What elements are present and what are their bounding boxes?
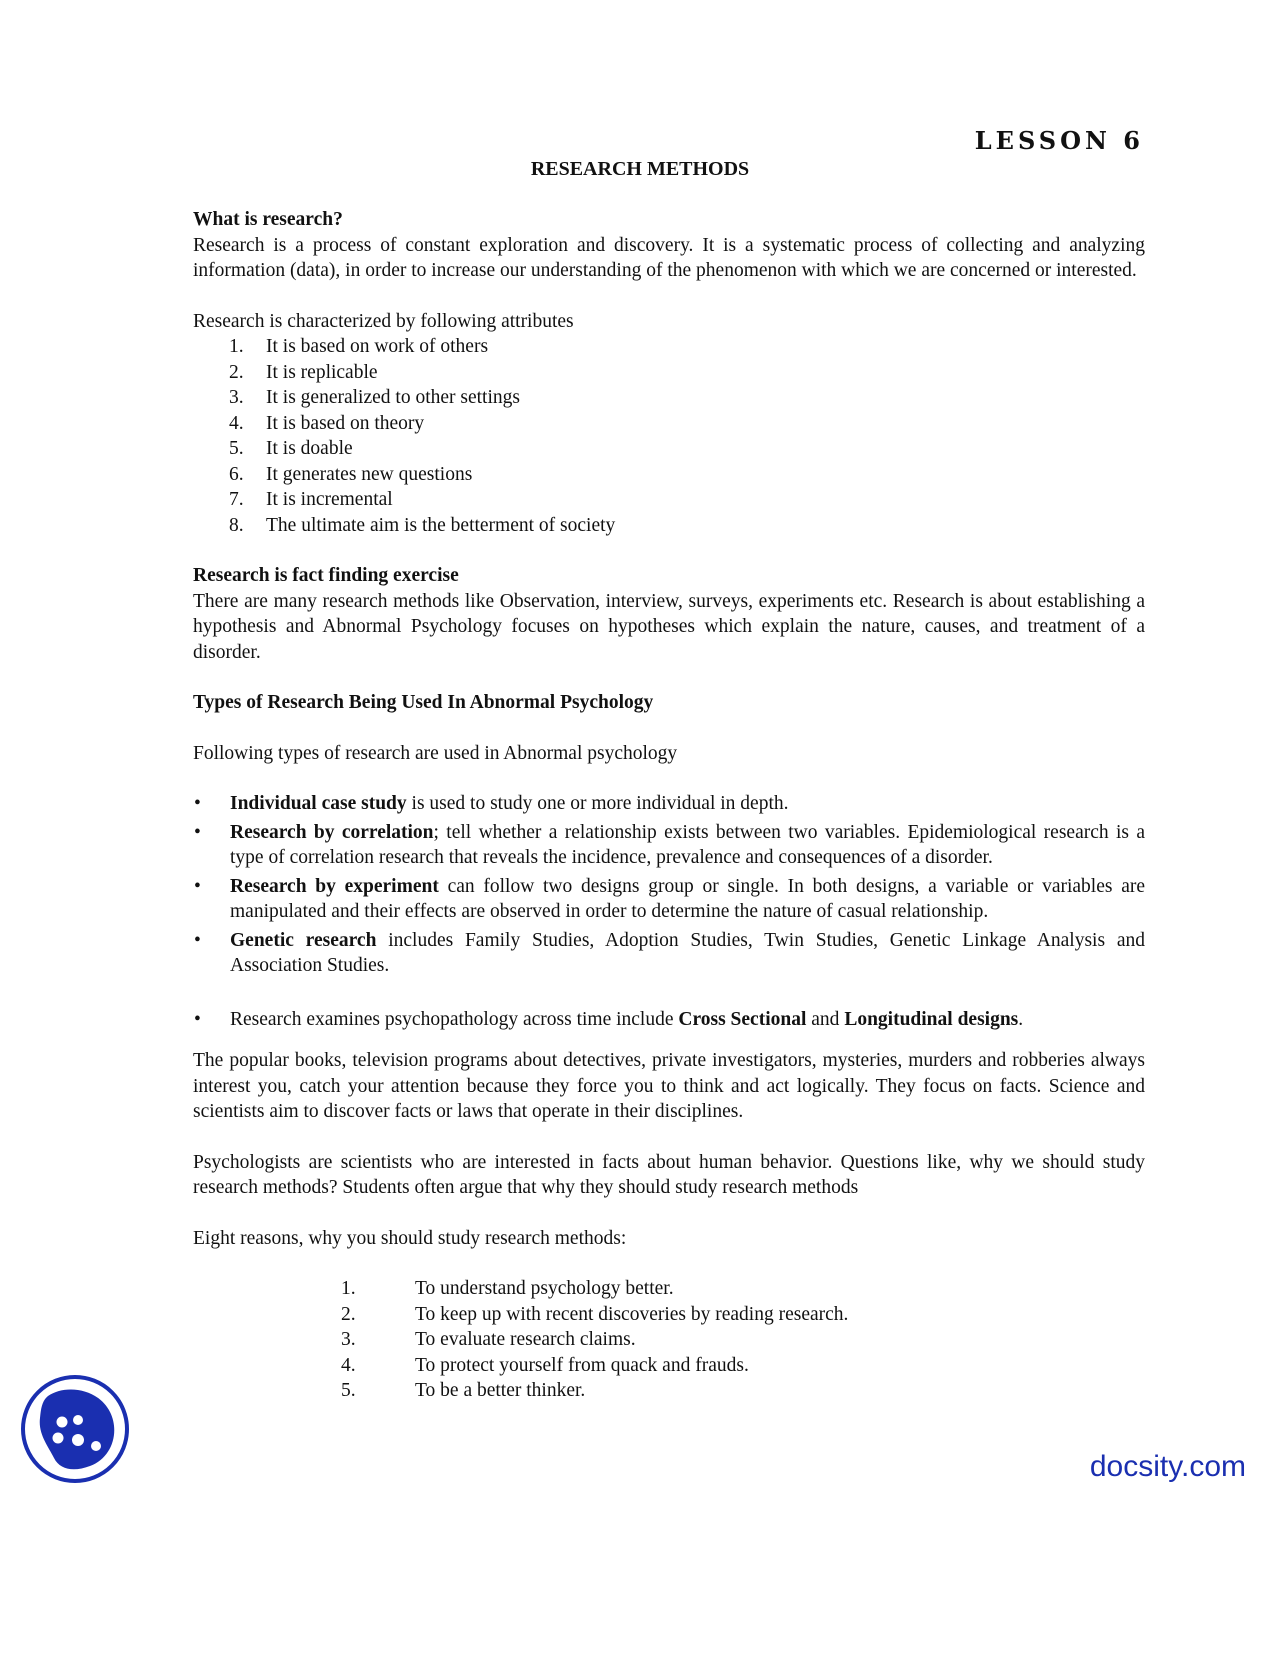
bullet-icon: • [194,793,201,814]
detectives-paragraph: The popular books, television programs about detectives, private investigators, mysteries, murders and robberies always interest you, catch your attention because they force you to think and act logically. They focus on facts. Science and scientists aim to discover facts or laws that operate in their disciplines. [193,1050,1145,1122]
research-types-list [193,791,1145,979]
bullet-text: can follow two designs group or single. In both designs, a variable or variables are manipulated and their effects are observed in order to determine the nature of casual relationship. [230,875,1145,922]
bullet-term: Research by correlation [230,821,434,843]
bullet-term: Individual case study [230,793,407,814]
list-number: 3. [229,387,244,408]
bullet-item [193,820,1145,871]
list-text: It is generalized to other settings [266,387,520,408]
reasons-intro: Eight reasons, why you should study research methods: [193,1227,627,1249]
list-text: It is replicable [266,361,378,383]
list-item [193,1327,1145,1353]
list-item [193,411,1145,437]
list-text: It is doable [266,438,353,459]
list-number: 3. [341,1329,356,1350]
list-text: It is based on theory [266,412,425,434]
list-text: It is incremental [266,489,393,510]
list-number: 7. [229,489,244,510]
list-number: 2. [341,1303,356,1325]
list-item [193,334,1145,360]
list-item [193,385,1145,411]
list-item [193,1378,1145,1404]
list-text: It generates new questions [266,463,473,485]
bullet-item [193,791,1145,817]
list-number: 5. [341,1380,356,1401]
psychologists-paragraph: Psychologists are scientists who are interested in facts about human behavior. Questions like, why we should study research methods? Students often argue that why they should study research methods [193,1151,1145,1198]
bullet-text: is used to study one or more individual in depth. [406,793,789,814]
list-text: It is based on work of others [266,336,489,357]
page-title: RESEARCH METHODS [530,158,750,180]
bullet-term: Longitudinal designs [844,1008,1019,1030]
list-number: 5. [229,438,244,459]
list-number: 1. [229,336,244,357]
section-heading-what-is-research: What is research? [193,209,343,230]
reasons-list [193,1276,1145,1404]
list-number: 4. [341,1354,356,1376]
bullet-text: includes Family Studies, Adoption Studies, Twin Studies, Genetic Linkage Analysis and Association Studies. [230,929,1145,976]
attributes-list [193,334,1145,538]
list-number: 2. [229,361,244,383]
document-body [193,207,1145,1404]
list-item [193,487,1145,513]
list-item [193,1302,1145,1328]
lesson-label: LESSON 6 [974,126,1144,155]
types-intro: Following types of research are used in Abnormal psychology [193,742,678,764]
list-number: 6. [229,463,244,485]
list-text: To keep up with recent discoveries by reading research. [415,1303,849,1325]
bullet-icon: • [194,1008,201,1030]
list-number: 4. [229,412,244,434]
list-item [193,1353,1145,1379]
list-item [193,360,1145,386]
list-item [193,462,1145,488]
bullet-icon: • [194,875,201,897]
bullet-text: and [806,1008,845,1030]
research-definition-paragraph: Research is a process of constant exploration and discovery. It is a systematic process of collecting and analyzing information (data), in order to increase our understanding of the phenomenon with which we are concerned or interested. [193,234,1145,281]
bullet-icon: • [194,929,201,951]
bullet-term: Research by experiment [230,875,439,897]
list-number: 1. [341,1278,356,1299]
bullet-item [193,874,1145,925]
bullet-term: Genetic research [230,929,377,951]
section-heading-fact-finding: Research is fact finding exercise [193,565,459,586]
section-heading-types-of-research: Types of Research Being Used In Abnormal Psychology [193,692,654,713]
bullet-term: Cross Sectional [678,1008,807,1030]
bullet-item [193,928,1145,979]
attributes-intro: Research is characterized by following attributes [193,310,574,332]
docsity-brand-link[interactable]: docsity.com [1089,1450,1246,1483]
bullet-text: Research examines psychopathology across time include [230,1008,679,1030]
list-text: To evaluate research claims. [415,1329,636,1350]
bullet-text: ; tell whether a relationship exists between two variables. Epidemiological research is a type of correlation research that reveals the incidence, prevalence and consequences of a disorder. [230,821,1145,868]
list-item [193,436,1145,462]
list-item [193,513,1145,539]
list-number: 8. [229,514,244,536]
list-item [193,1276,1145,1302]
list-text: To understand psychology better. [415,1278,674,1299]
bullet-item [193,1007,1145,1033]
bullet-icon: • [194,821,201,843]
research-across-time-list [193,1007,1145,1033]
list-text: To protect yourself from quack and frauds. [415,1354,749,1376]
fact-finding-paragraph: There are many research methods like Observation, interview, surveys, experiments etc. Research is about establishing a hypothesis and Abnormal Psychology focuses on hypotheses which explain the nature, causes, and treatment of a disorder. [193,590,1145,663]
list-text: The ultimate aim is the betterment of society [266,514,616,536]
list-text: To be a better thinker. [415,1380,586,1401]
bullet-text: . [1018,1008,1024,1030]
docsity-logo-icon[interactable] [20,1374,130,1484]
